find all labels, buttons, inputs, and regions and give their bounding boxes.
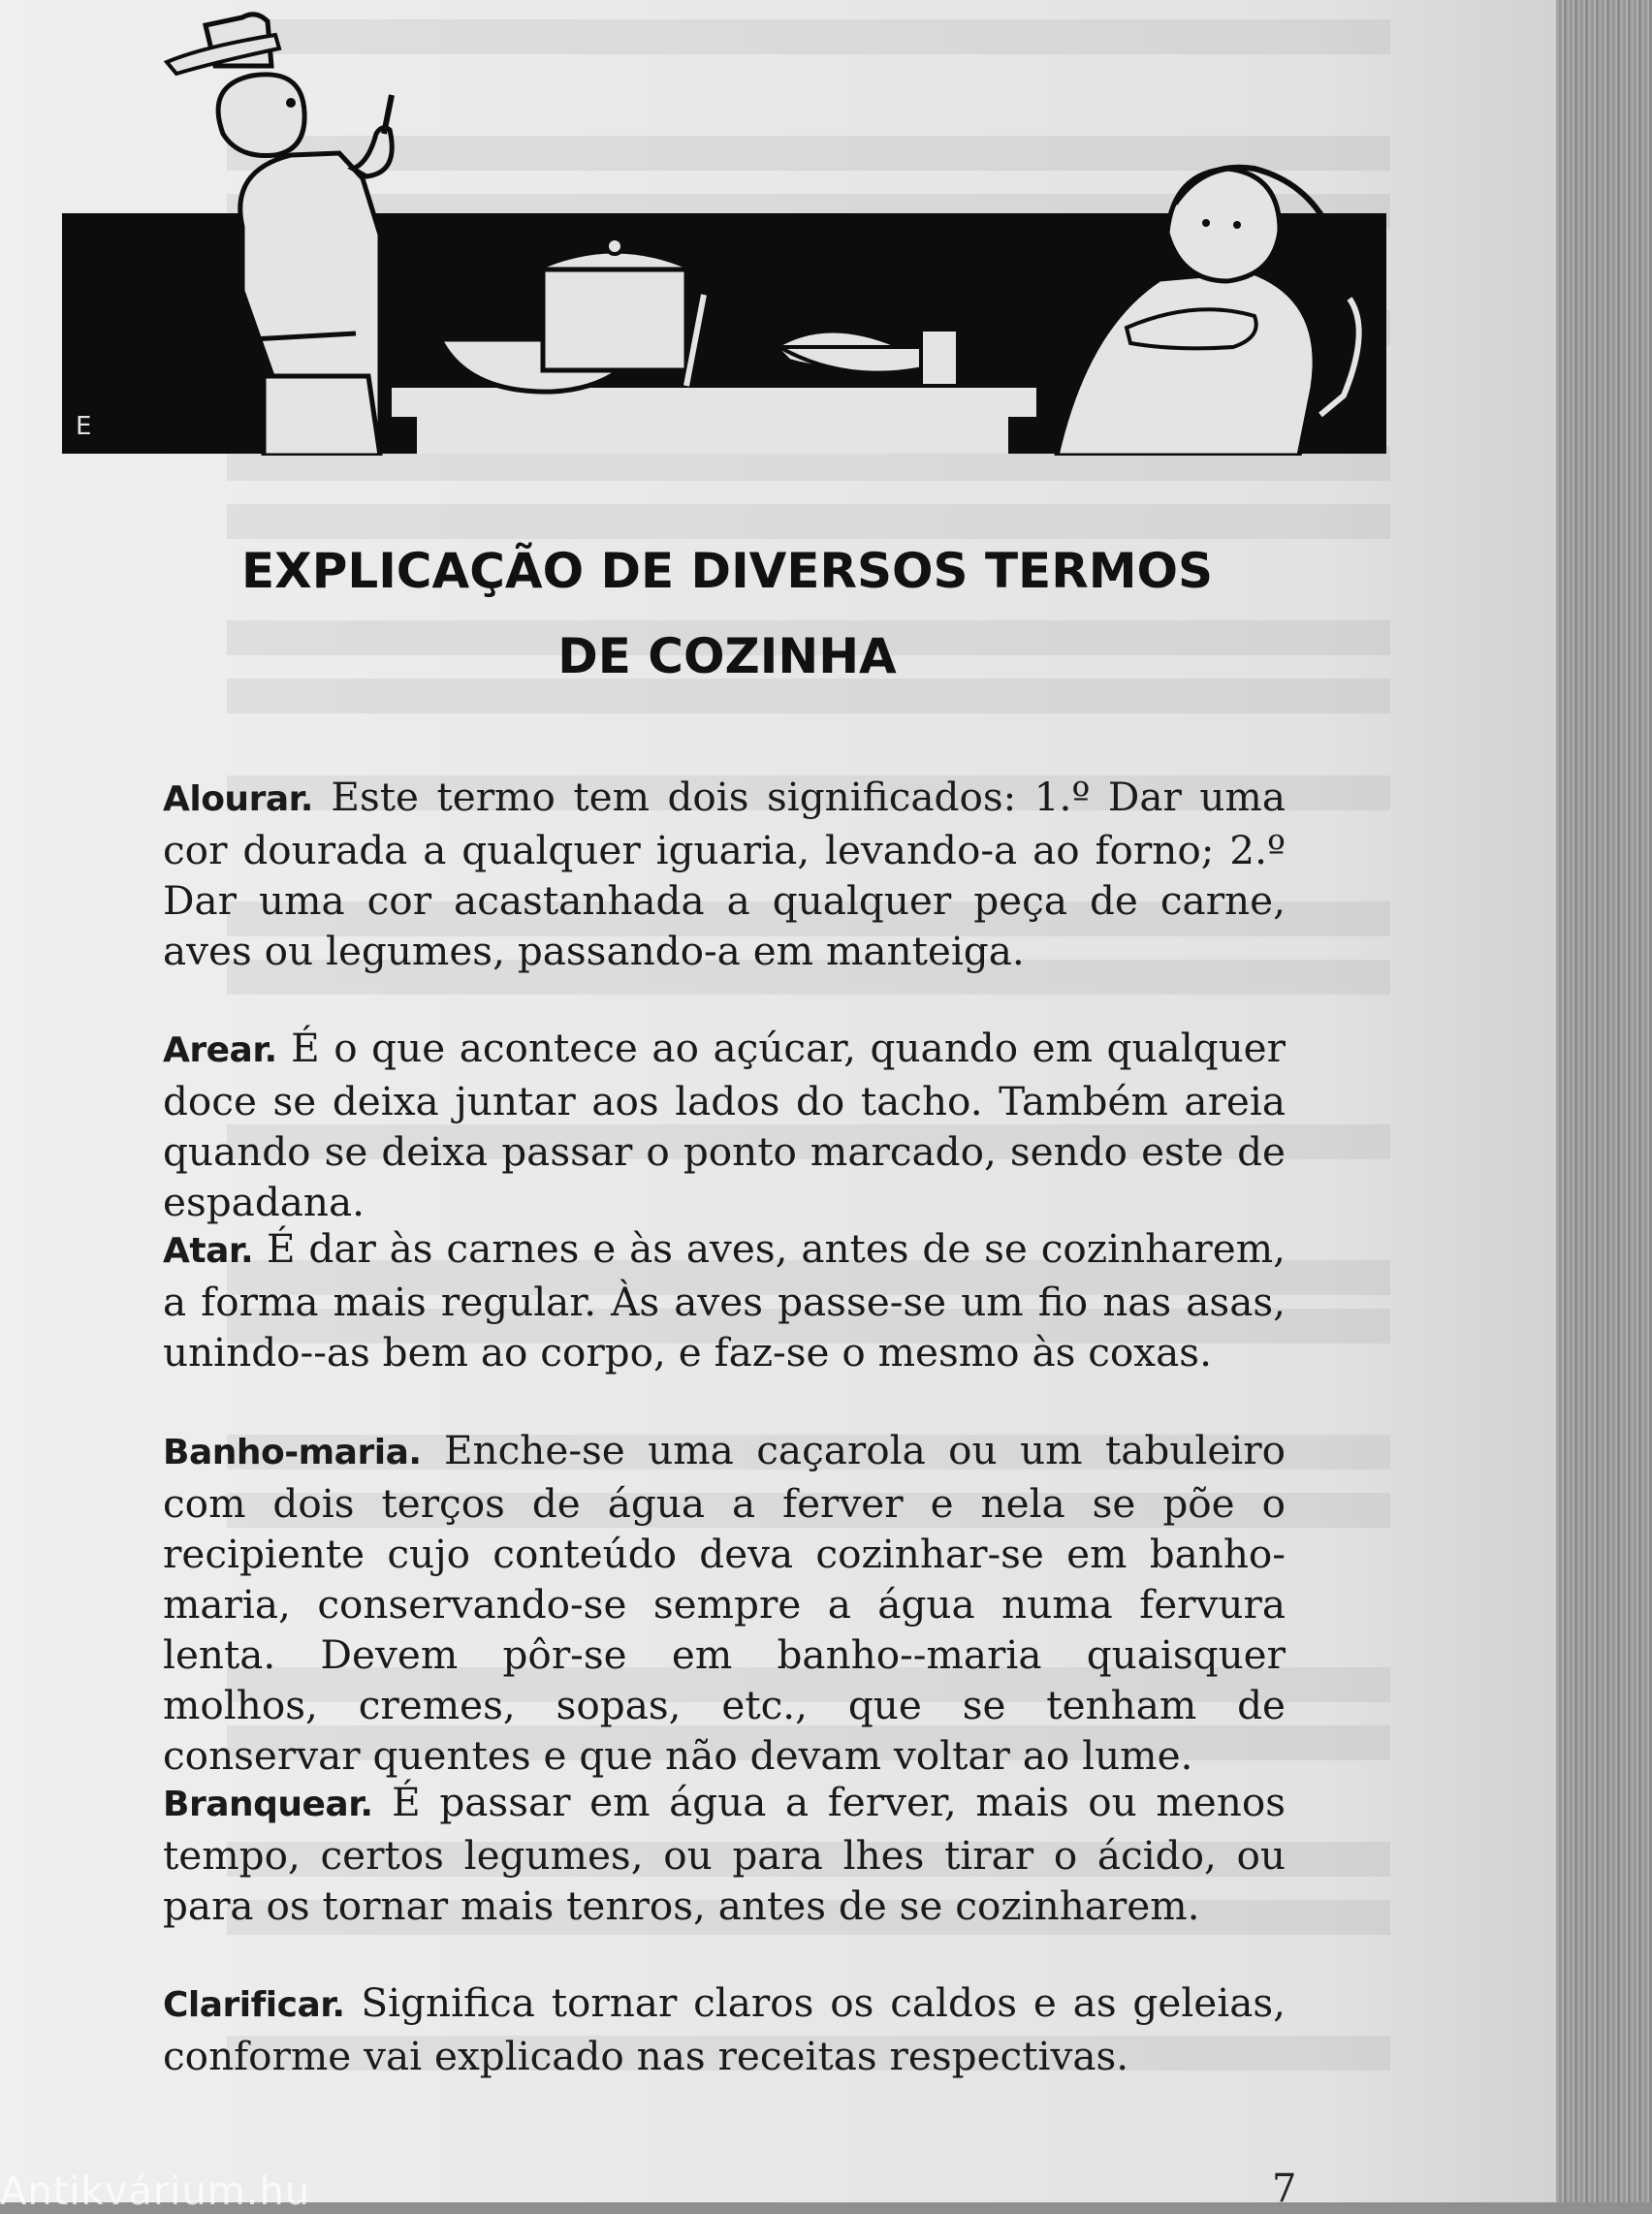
page-edge-stack <box>1556 0 1652 2202</box>
glossary-definition: Enche-se uma caçarola ou um tabuleiro com dois terços de água a ferver e nela se põe o recipiente cujo conteúdo deva cozinhar-se em banho-maria, conservando-se sempre a água numa fervura lenta. Devem pôr-se em banho--maria quaisquer molhos, cremes, sopas, etc., que se tenham de conservar quentes e que não devam voltar ao lume. <box>163 1427 1286 1779</box>
glossary-entry-banho-maria <box>163 1425 1286 1781</box>
watermark: Antikvárium.hu <box>0 2169 311 2214</box>
glossary-definition: Significa tornar claros os caldos e as geleias, conforme vai explicado nas receitas respectivas. <box>163 1979 1286 2079</box>
glossary-term: Clarificar. <box>163 1985 345 2025</box>
glossary-definition: É o que acontece ao açúcar, quando em qualquer doce se deixa juntar aos lados do tacho. Também areia quando se deixa passar o ponto marcado, sendo este de espadana. <box>163 1025 1286 1225</box>
glossary-entry-atar <box>163 1223 1286 1377</box>
glossary-entry-alourar <box>163 772 1286 976</box>
kitchen-illustration <box>60 8 1388 456</box>
illustrator-signature: E <box>76 412 92 441</box>
glossary-term: Arear. <box>163 1030 277 1070</box>
glossary-term: Banho-maria. <box>163 1433 422 1472</box>
glossary-term: Branquear. <box>163 1785 373 1824</box>
glossary-definition: É dar às carnes e às aves, antes de se cozinharem, a forma mais regular. Às aves passe-se um fio nas asas, unindo--as bem ao corpo, e faz-se o mesmo às coxas. <box>163 1225 1286 1376</box>
glossary-term: Alourar. <box>163 779 313 819</box>
page-number: 7 <box>1272 2167 1297 2211</box>
glossary-definition: É passar em água a ferver, mais ou menos tempo, certos legumes, ou para lhes tirar o ácido, ou para os tornar mais tenros, antes de se cozinharem. <box>163 1779 1286 1929</box>
glossary-term: Atar. <box>163 1231 254 1271</box>
glossary-entry-clarificar <box>163 1977 1286 2081</box>
page-title <box>145 528 1309 699</box>
glossary-definition: Este termo tem dois significados: 1.º Dar uma cor dourada a qualquer iguaria, levando-a ao forno; 2.º Dar uma cor acastanhada a qualquer peça de carne, aves ou legumes, passando-a em manteiga. <box>163 774 1286 974</box>
glossary-entry-arear <box>163 1023 1286 1227</box>
glossary-entry-branquear <box>163 1777 1286 1931</box>
page-title-line-1: EXPLICAÇÃO DE DIVERSOS TERMOS <box>240 543 1213 599</box>
page-title-line-2: DE COZINHA <box>557 628 897 684</box>
